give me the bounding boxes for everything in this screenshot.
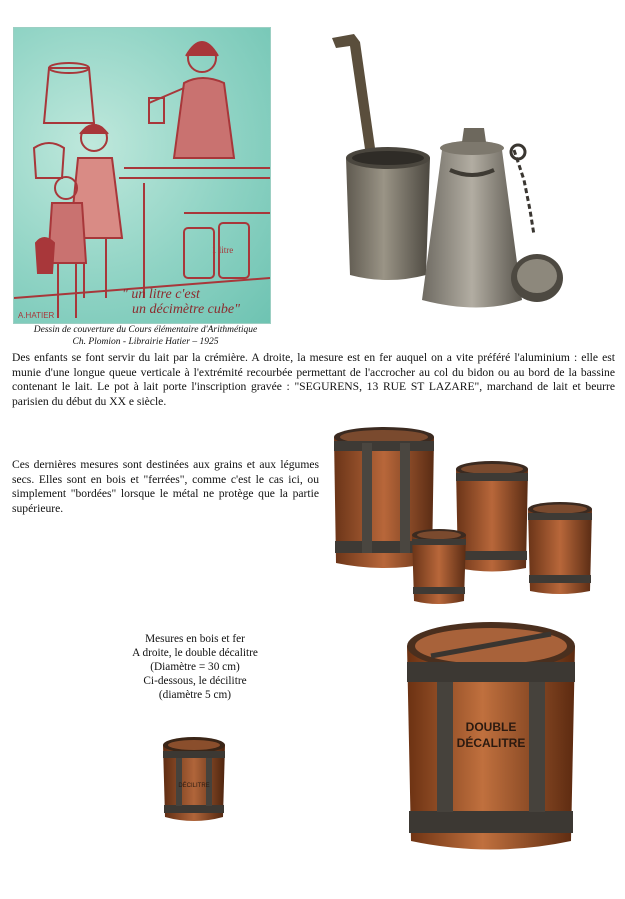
cover-illustration <box>13 27 271 324</box>
handwriting-line1: " un litre c'est <box>122 287 200 302</box>
bucket-label-line1: DOUBLE <box>465 720 517 734</box>
grain-measures-photo <box>330 423 598 613</box>
milk-measure-photo <box>322 30 572 320</box>
can-label: 1 litre <box>212 245 234 255</box>
double-decalitre-photo <box>401 616 581 861</box>
illustration-caption <box>18 324 273 348</box>
measures-caption <box>110 632 280 702</box>
caption-line1: Dessin de couverture du Cours élémentaire d'Arithmétique <box>33 325 258 335</box>
bucket-label-line2: DÉCALITRE <box>456 736 526 750</box>
illustration-signature: A.HATIER <box>18 311 55 320</box>
paragraph-grain: Ces dernières mesures sont destinées aux grains et aux légumes secs. Elles sont en bois et "ferrées", comme c'est le cas ici, ou simplement "bordées" lorsque le métal ne protège que la partie supérieure. <box>12 458 319 515</box>
decilitre-label: DÉCILITRE <box>178 783 210 789</box>
measures-caption-line5: (diamètre 5 cm) <box>158 689 232 701</box>
measures-caption-line1: Mesures en bois et fer <box>145 633 245 645</box>
measures-caption-line3: (Diamètre = 30 cm) <box>150 661 240 673</box>
measures-caption-line4: Ci-dessous, le décilitre <box>143 675 247 687</box>
measures-caption-line2: A droite, le double décalitre <box>132 647 258 659</box>
handwriting-line2: un décimètre cube" <box>132 302 240 317</box>
paragraph-milk: Des enfants se font servir du lait par la crémière. A droite, la mesure est en fer auquel on a vite préféré l'aluminium : elle est munie d'une longue queue verticale à l'extrémité recourbée permettant de l'accrocher au col du bidon ou au bord de la bassine contenant le lait. Le pot à lait porte l'inscription gravée : "SEGURENS, 13 RUE ST LAZARE", marchand de lait et beurre parisien du début du XX e siècle. <box>12 351 615 408</box>
decilitre-photo <box>160 735 228 827</box>
caption-line2: Ch. Plomion - Librairie Hatier – 1925 <box>72 337 219 347</box>
cover-drawing <box>14 28 270 323</box>
